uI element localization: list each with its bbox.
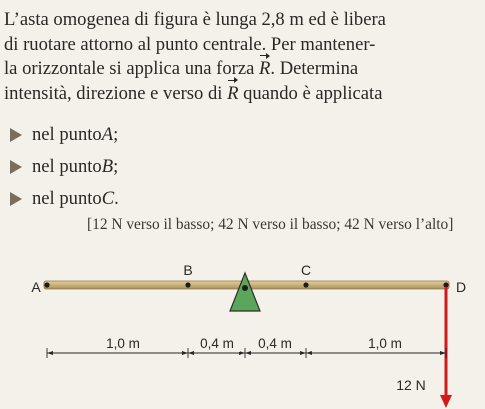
- problem-line-3: [4, 57, 478, 82]
- problem-line-4-tail: quando è applicata: [238, 82, 383, 104]
- dimension-label-b-o: 0,4 m: [200, 336, 234, 351]
- problem-line-2: di ruotare attorno al punto centrale. Per mantener-: [4, 33, 376, 55]
- sub-question-a-label: nel punto: [32, 124, 102, 145]
- sub-question-b: [10, 153, 119, 181]
- problem-line-4-text: intensità, direzione e verso di: [4, 82, 228, 104]
- problem-line-1: L’asta omogenea di figura è lunga 2,8 m ed è libera: [4, 9, 386, 30]
- point-a-dot: [44, 282, 49, 287]
- answer-key: [12 N verso il basso; 42 N verso il basso; 42 N verso l’alto]: [87, 216, 454, 233]
- sub-question-c: [10, 185, 119, 213]
- vector-r-symbol-2: R: [227, 82, 238, 107]
- force-label: 12 N: [396, 377, 426, 393]
- point-b-label: B: [183, 262, 193, 278]
- point-b-dot: [185, 282, 190, 287]
- sub-question-c-label: nel punto: [32, 188, 102, 209]
- problem-line-3-text: la orizzontale si applica una forza: [4, 58, 260, 79]
- point-c-label: C: [300, 262, 312, 278]
- dimension-label-c-d: 1,0 m: [368, 336, 402, 351]
- dimension-label-a-b: 1,0 m: [106, 336, 140, 351]
- point-d-label: D: [455, 279, 467, 295]
- problem-text: [4, 8, 478, 106]
- pivot-point: [242, 285, 248, 291]
- problem-line-4: [4, 82, 478, 107]
- lever-diagram: [0, 250, 485, 409]
- force-arrow-head: [440, 395, 452, 408]
- sub-question-b-tail: ;: [113, 156, 119, 177]
- pivot-triangle: [230, 273, 260, 311]
- triangle-bullet-icon: [10, 192, 22, 206]
- dimension-label-o-c: 0,4 m: [258, 336, 292, 351]
- sub-question-b-point: B: [101, 156, 114, 177]
- problem-line-3-tail: . Determina: [270, 58, 359, 79]
- sub-question-c-tail: .: [114, 188, 119, 209]
- triangle-bullet-icon: [10, 128, 22, 142]
- point-c-dot: [303, 282, 308, 287]
- triangle-bullet-icon: [10, 160, 22, 174]
- point-a-label: A: [31, 279, 41, 295]
- sub-question-a-tail: ;: [113, 124, 119, 145]
- sub-question-b-label: nel punto: [32, 156, 102, 177]
- sub-question-c-point: C: [101, 188, 115, 209]
- sub-questions-list: [10, 121, 119, 217]
- sub-question-a: [10, 121, 119, 149]
- vector-r-symbol: R: [259, 57, 270, 82]
- sub-question-a-point: A: [101, 124, 114, 145]
- point-d-dot: [443, 282, 448, 287]
